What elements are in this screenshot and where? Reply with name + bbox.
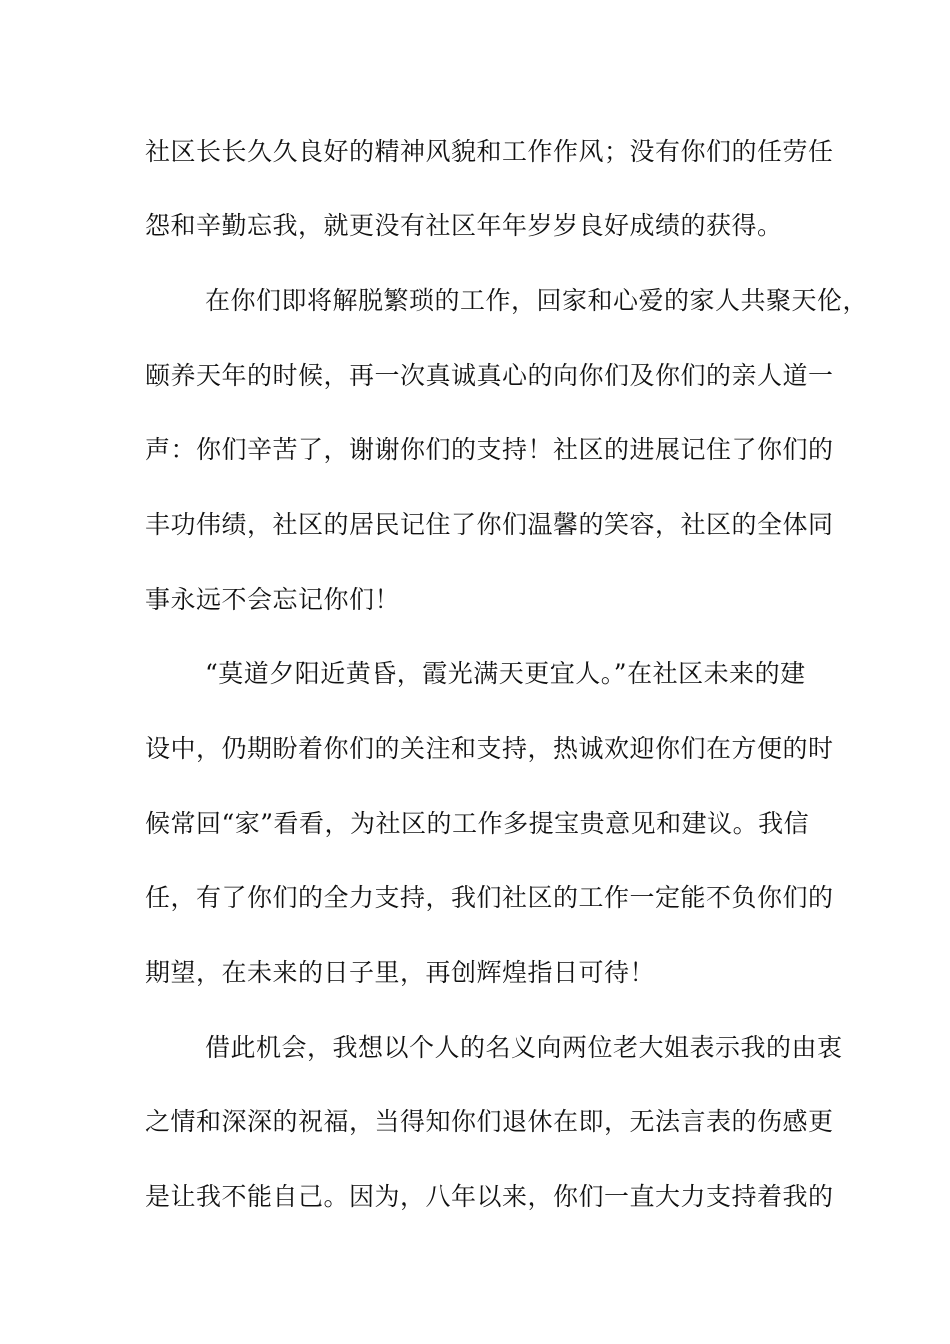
text-line: 声：你们辛苦了，谢谢你们的支持！社区的进展记住了你们的 xyxy=(145,435,834,464)
paragraph-start-line: 在你们即将解脱繁琐的工作，回家和心爱的家人共聚天伦， xyxy=(205,286,869,315)
text-line: 是让我不能自己。因为，八年以来，你们一直大力支持着我的 xyxy=(145,1182,834,1211)
text-line: 候常回“家”看看，为社区的工作多提宝贵意见和建议。我信 xyxy=(145,809,810,838)
text-line: 怨和辛勤忘我，就更没有社区年年岁岁良好成绩的获得。 xyxy=(145,211,783,240)
text-line: 设中，仍期盼着你们的关注和支持，热诚欢迎你们在方便的时 xyxy=(145,734,834,763)
text-line: 之情和深深的祝福，当得知你们退休在即，无法言表的伤感更 xyxy=(145,1107,834,1136)
text-line: 任，有了你们的全力支持，我们社区的工作一定能不负你们的 xyxy=(145,883,834,912)
text-line: 事永远不会忘记你们！ xyxy=(145,585,401,614)
text-line: 颐养天年的时候，再一次真诚真心的向你们及你们的亲人道一 xyxy=(145,361,834,390)
paragraph-start-line: “莫道夕阳近黄昏，霞光满天更宜人。”在社区未来的建 xyxy=(205,659,806,688)
paragraph-start-line: 借此机会，我想以个人的名义向两位老大姐表示我的由衷 xyxy=(205,1033,843,1062)
text-line: 社区长长久久良好的精神风貌和工作作风；没有你们的任劳任 xyxy=(145,137,834,166)
text-line: 丰功伟绩，社区的居民记住了你们温馨的笑容，社区的全体同 xyxy=(145,510,834,539)
text-line: 期望，在未来的日子里，再创辉煌指日可待！ xyxy=(145,958,656,987)
